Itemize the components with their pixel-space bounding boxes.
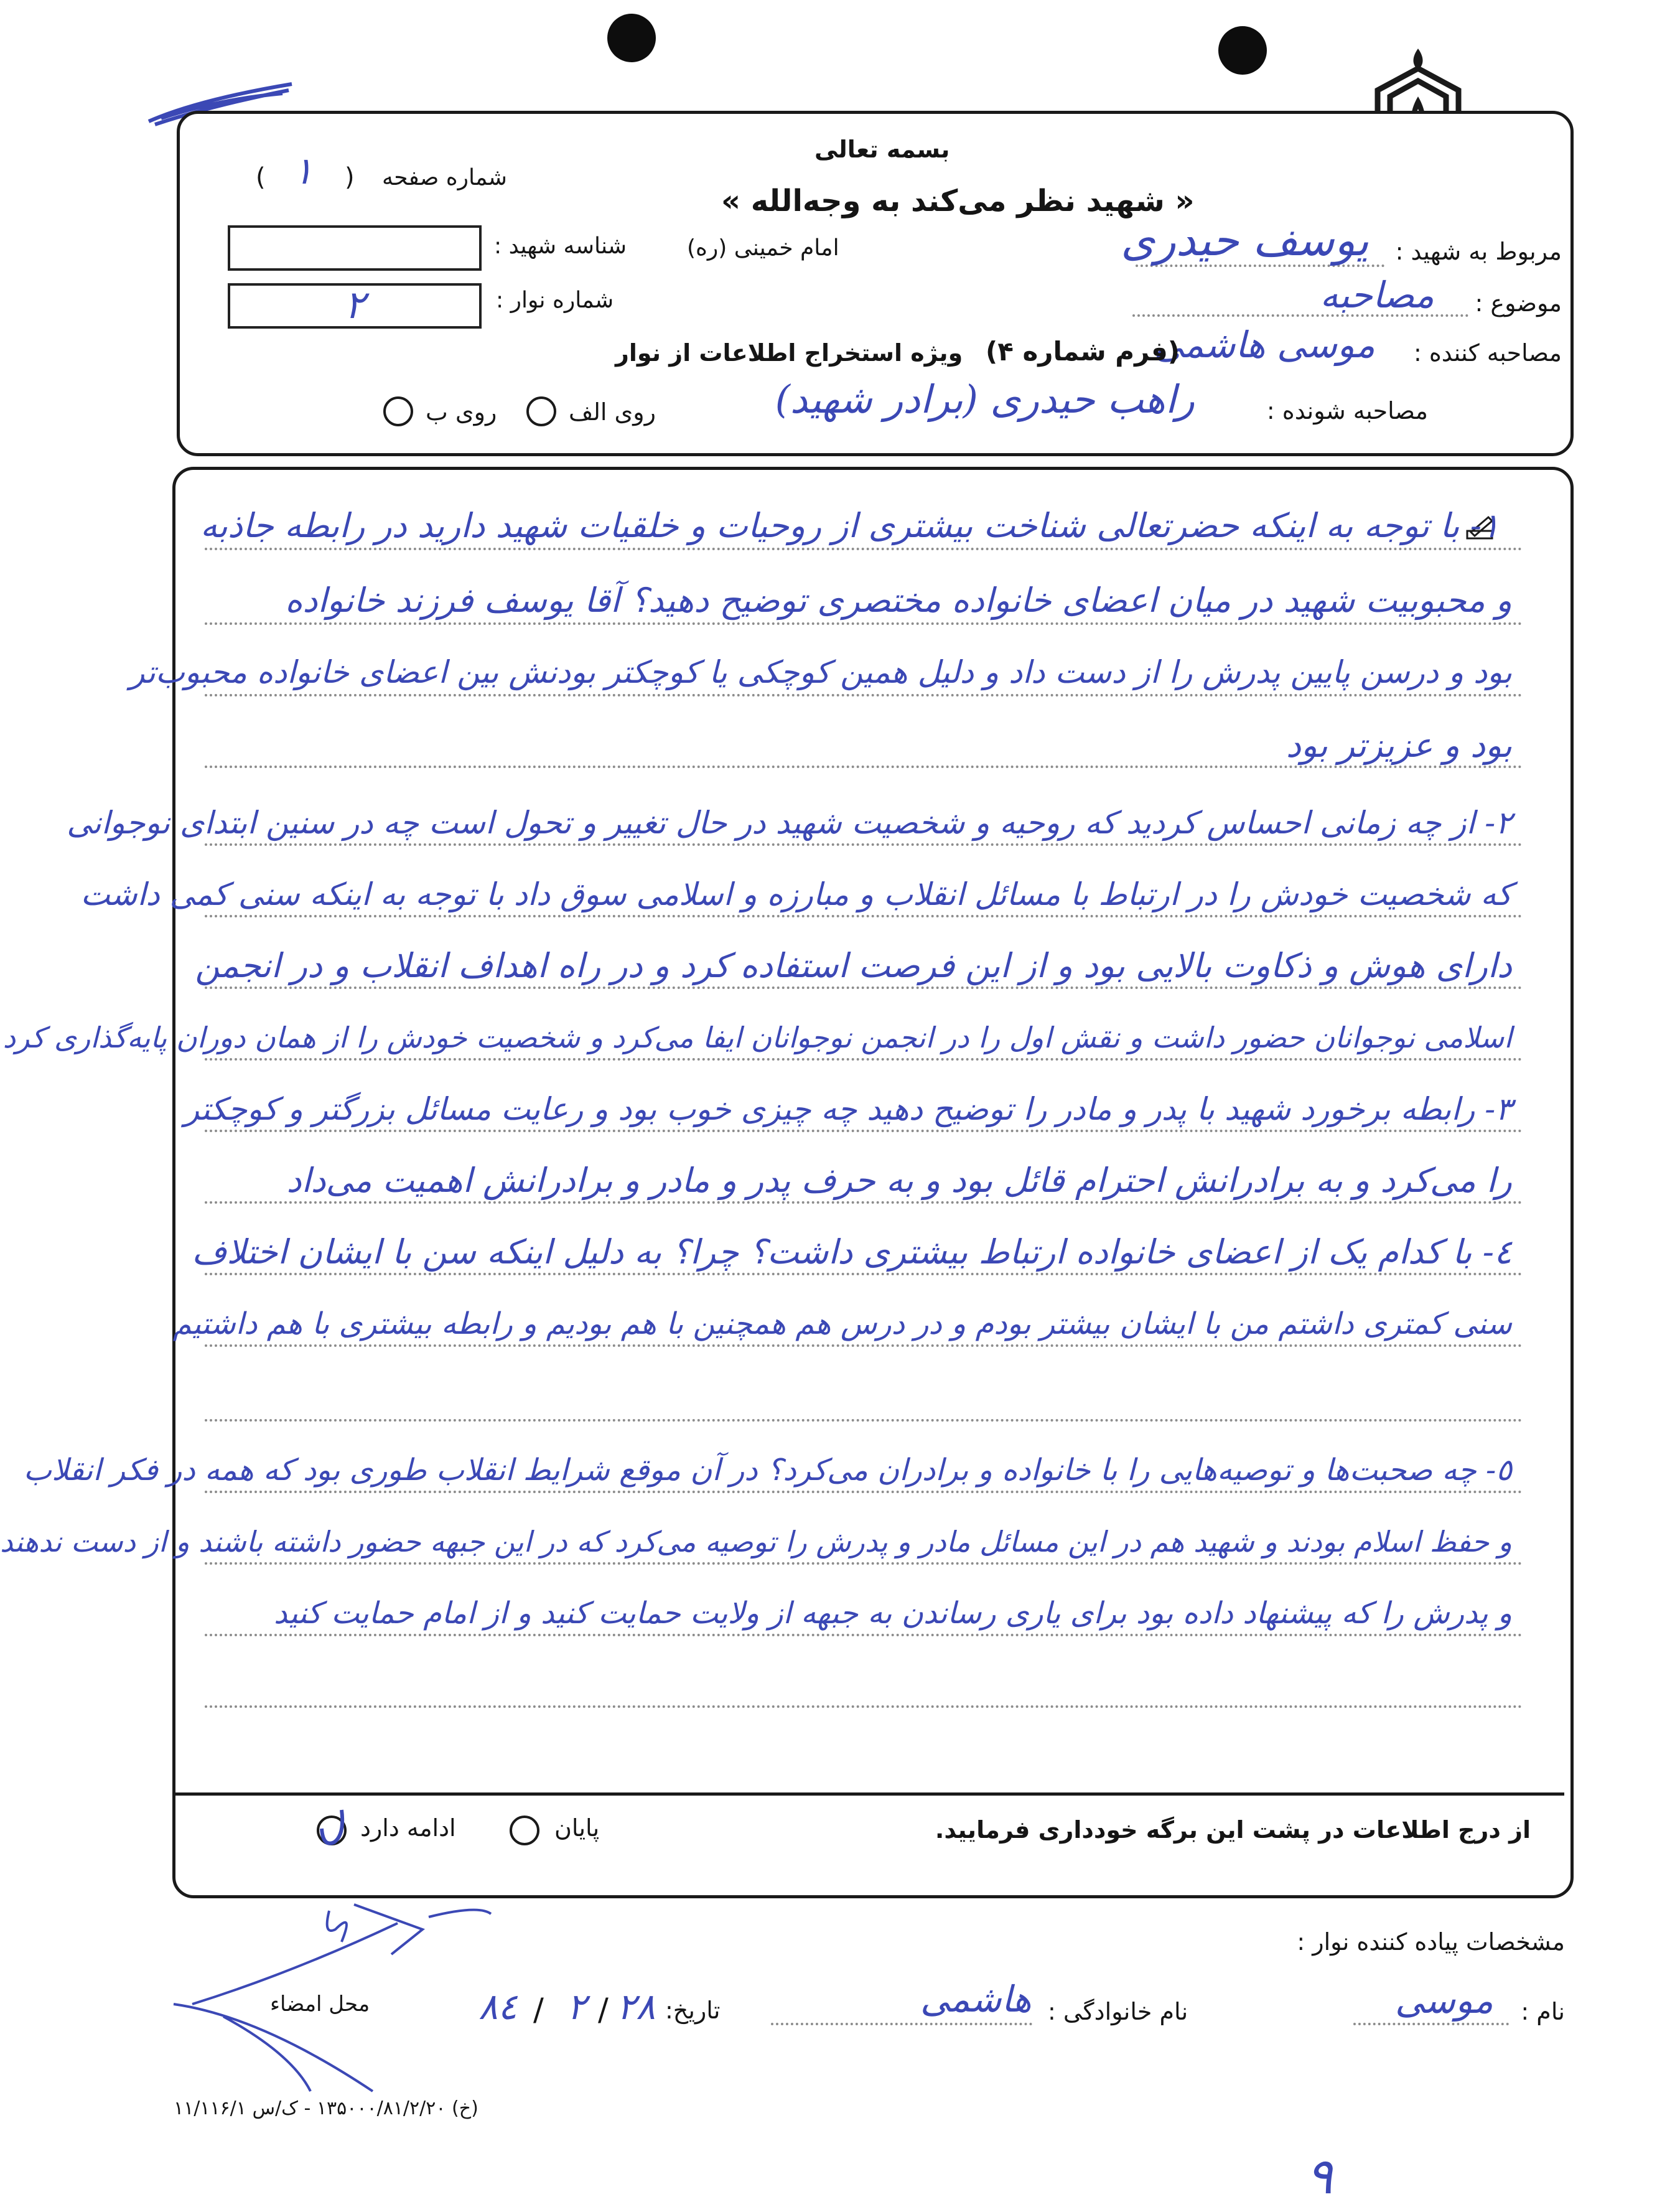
name-value: موسی <box>1395 1979 1493 2022</box>
family-value: هاشمی <box>920 1978 1032 2020</box>
writing-line <box>205 1273 1523 1275</box>
answer-4-line-1: ٤- با کدام یک از اعضای خانواده ارتباط بیشتری داشت؟ چرا؟ به دلیل اینکه سن با ایشان اختلاف <box>192 1232 1512 1272</box>
martyr-id-field[interactable] <box>228 225 482 271</box>
date-day: ٢٨ <box>617 1985 656 2028</box>
writing-line <box>205 1634 1523 1636</box>
form-code: (خ) ۱۳۵۰۰۰/۸۱/۲/۲۰ - ک/س ۱۱/۱۱۶/۱ <box>174 2097 478 2119</box>
writing-line <box>205 1419 1523 1422</box>
date-separator-1: / <box>598 1992 609 2028</box>
answer-5-line-3: و پدرش را که پیشنهاد داده بود برای یاری رساندن به جبهه از ولایت حمایت کنید و از امام حمایت کنید <box>274 1596 1512 1631</box>
answer-1-line-1: ١- با توجه به اینکه حضرتعالی شناخت بیشتری از روحیات و خلقیات شهید دارید در رابطه جاذبه <box>200 506 1500 545</box>
writing-line <box>205 1344 1523 1347</box>
writing-line <box>205 766 1523 768</box>
martyr-id-label: شناسه شهید : <box>494 233 627 259</box>
writing-line <box>205 986 1523 989</box>
interviewee-label: مصاحبه شونده : <box>1266 397 1428 424</box>
date-label: تاریخ: <box>665 1997 721 2024</box>
answer-5-line-2: و حفظ اسلام بودند و شهید هم در این مسائل مادر و پدرش را توصیه می‌کرد که در این جبهه حضور داشته باشند و از دست ندهند <box>0 1525 1512 1558</box>
subject-value: مصاحبه <box>1320 274 1434 316</box>
answer-1-line-4: بود و عزیز‌تر بود <box>1286 726 1512 765</box>
page-number-open-paren: ( <box>345 163 355 192</box>
family-line <box>771 2023 1032 2025</box>
writing-line <box>205 1491 1523 1493</box>
writing-line <box>205 1058 1523 1061</box>
signature-scribble <box>167 1892 503 2097</box>
answer-2-line-1: ٢- از چه زمانی احساس کردید که روحیه و شخصیت شهید در حال تغییر و تحول است چه در سنین ابتدای نوجوانی <box>67 805 1512 841</box>
name-line <box>1353 2023 1509 2025</box>
date-month: ٢ <box>567 1985 587 2028</box>
form-subtitle: ویژه استخراج اطلاعات از نوار <box>615 339 963 367</box>
continue-label: ادامه دارد <box>360 1814 456 1842</box>
tape-number-value: ٢ <box>344 282 365 327</box>
writing-line <box>205 1562 1523 1565</box>
form-title: (فرم شماره ۴) <box>986 336 1180 367</box>
binder-hole-left <box>607 14 656 62</box>
end-label: پایان <box>554 1814 600 1842</box>
bismillah: بسمه تعالی <box>814 136 950 163</box>
writing-line <box>205 1130 1523 1132</box>
answer-2-line-3: دارای هوش و ذکاوت بالایی بود و از این فرصت استفاده کرد و در راه اهداف انقلاب و در انجمن <box>195 946 1512 985</box>
page-number-value: ١ <box>293 149 314 193</box>
continue-check-mark-icon <box>310 1804 354 1853</box>
answer-1-line-3: بود و درسن پایین پدرش را از دست داد و دلیل همین کوچکی یا کوچکتر بودنش بین اعضای خانواده محبوب‌تر <box>129 654 1512 690</box>
date-separator-2: / <box>533 1992 544 2028</box>
answer-1-line-2: و محبوبیت شهید در میان اعضای خانواده مختصری توضیح دهید؟ آقا یوسف فرزند خانواده <box>285 581 1512 620</box>
writing-line <box>205 622 1523 625</box>
side-a-radio[interactable] <box>526 396 556 426</box>
side-b-radio[interactable] <box>383 396 413 426</box>
writing-line <box>205 915 1523 917</box>
signature-label: محل امضاء <box>270 1992 370 2017</box>
slogan-author: امام خمینی (ره) <box>687 235 839 261</box>
content-footer-divider <box>175 1792 1564 1796</box>
page-number-close-paren: ) <box>256 163 266 192</box>
date-year: ٨٤ <box>478 1985 518 2028</box>
tape-number-label: شماره نوار : <box>496 288 614 313</box>
page-number-label: شماره صفحه <box>382 165 507 190</box>
page-mark: ٩ <box>1306 2147 1333 2205</box>
writing-line <box>205 843 1523 846</box>
related-martyr-label: مربوط به شهید : <box>1395 238 1562 265</box>
end-radio[interactable] <box>510 1816 539 1845</box>
back-side-notice: از درج اطلاعات در پشت این برگه خودداری فرمایید. <box>935 1816 1531 1844</box>
subject-label: موضوع : <box>1475 289 1562 317</box>
answer-4-line-2: سنی کمتری داشتم من با ایشان بیشتر بودم و در درس هم همچنین با هم بودیم و رابطه بیشتری با هم داشتیم <box>172 1306 1512 1341</box>
binder-hole-right <box>1218 26 1267 75</box>
answer-3-line-2: را می‌کرد و به برادرانش احترام قائل بود و به حرف پدر و مادر و برادرانش اهمیت می‌داد <box>286 1161 1512 1200</box>
answer-3-line-1: ٣- رابطه برخورد شهید با پدر و مادر را توضیح دهید چه چیزی خوب بود و رعایت مسائل بزرگتر و کوچکتر <box>184 1091 1512 1127</box>
writing-line <box>205 548 1523 550</box>
interviewer-label: مصاحبه کننده : <box>1413 339 1562 367</box>
transcriber-title: مشخصات پیاده کننده نوار : <box>1297 1928 1565 1956</box>
answer-5-line-1: ٥- چه صحبت‌ها و توصیه‌هایی را با خانواده و برادران می‌کرد؟ در آن موقع شرایط انقلاب طوری بود که همه در فکر انقلاب <box>23 1453 1512 1488</box>
side-b-label: روی ب <box>426 398 497 426</box>
answer-2-line-4: اسلامی نوجوانان حضور داشت و نقش اول را در انجمن نوجوانان ایفا می‌کرد و شخصیت خودش را از همان دوران پایه‌گذاری کرد <box>2 1021 1512 1054</box>
related-martyr-value: یوسف حیدری <box>1121 215 1369 266</box>
family-label: نام خانوادگی : <box>1048 1998 1188 2025</box>
slogan: « شهید نظر می‌کند به وجه‌الله » <box>721 184 1195 218</box>
writing-line <box>205 694 1523 696</box>
writing-line <box>205 1201 1523 1204</box>
answer-2-line-2: که شخصیت خودش را در ارتباط با مسائل انقلاب و مبارزه و اسلامی سوق داد با توجه به اینکه سنی کمی داشت <box>80 876 1512 912</box>
writing-line <box>205 1705 1523 1708</box>
side-a-label: روی الف <box>569 398 656 426</box>
interviewee-value: راهب حیدری (برادر شهید) <box>775 377 1195 422</box>
tape-number-field[interactable] <box>228 283 482 329</box>
name-label: نام : <box>1521 1998 1565 2025</box>
interviewer-value: موسی هاشمی <box>1154 324 1375 366</box>
